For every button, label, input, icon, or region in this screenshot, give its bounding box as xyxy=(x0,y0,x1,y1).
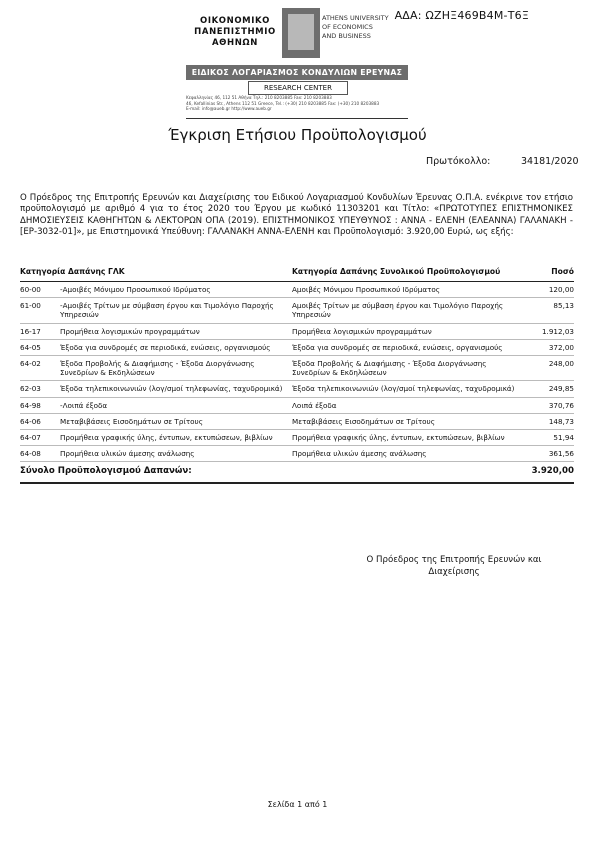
elke-banner: ΕΙΔΙΚΟΣ ΛΟΓΑΡΙΑΣΜΟΣ ΚΟΝΔΥΛΙΩΝ ΕΡΕΥΝΑΣ xyxy=(186,65,408,80)
row-code: 64-07 xyxy=(20,430,60,446)
table-header-row xyxy=(20,263,574,282)
row-glk-name: Προμήθεια λογισμικών προγραμμάτων xyxy=(60,323,292,339)
address-line: E-mail: info@aueb.gr http://www.aueb.gr xyxy=(186,106,272,111)
row-category: Έξοδα τηλεπικοινωνιών (λογ/σμοί τηλεφωνίας, ταχυδρομικά) xyxy=(292,381,518,397)
table-row xyxy=(20,282,574,298)
row-glk-name: Έξοδα για συνδρομές σε περιοδικά, ενώσεις, οργανισμούς xyxy=(60,339,292,355)
row-amount: 148,73 xyxy=(518,413,574,429)
table-row xyxy=(20,397,574,413)
row-code: 64-08 xyxy=(20,446,60,462)
row-category: Αμοιβές Τρίτων με σύμβαση έργου και Τιμολόγιο Παροχής Υπηρεσιών xyxy=(292,298,518,323)
letterhead-logo-area xyxy=(186,6,408,64)
row-amount: 85,13 xyxy=(518,298,574,323)
letterhead-divider xyxy=(186,118,408,119)
row-amount: 51,94 xyxy=(518,430,574,446)
research-center-label: RESEARCH CENTER xyxy=(248,81,348,95)
row-category: Προμήθεια λογισμικών προγραμμάτων xyxy=(292,323,518,339)
row-amount: 120,00 xyxy=(518,282,574,298)
ada-code: ΑΔΑ: ΩΖΗΞ469Β4Μ-Τ6Ξ xyxy=(394,9,529,22)
budget-table xyxy=(20,263,574,484)
glk-column-header: Κατηγορία Δαπάνης ΓΛΚ xyxy=(20,263,292,282)
row-glk-name: Έξοδα τηλεπικοινωνιών (λογ/σμοί τηλεφωνίας, ταχυδρομικά) xyxy=(60,381,292,397)
approval-paragraph: Ο Πρόεδρος της Επιτροπής Ερευνών και Διαχείρισης του Ειδικού Λογαριασμού Κονδυλίων Έρευνας Ο.Π.Α. ενέκρινε τον ετήσιο προϋπολογισμό με αριθμό 4 για το έτος 2020 του Έργου με κωδικό 11303201 και Τίτλο: «ΠΡΩΤΟΤΥΠΕΣ ΕΠΙΣΤΗΜΟΝΙΚΕΣ ΔΗΜΟΣΙΕΥΣΕΙΣ ΚΑΘΗΓΗΤΩΝ & ΛΕΚΤΟΡΩΝ ΟΠΑ (2019). ΕΠΙΣΤΗΜΟΝΙΚΟΣ ΥΠΕΥΘΥΝΟΣ : ΑΝΝΑ - ΕΛΕΝΗ (ΕΛΕΑΝΝΑ) ΓΑΛΑΝΑΚΗ - [ΕΡ-3032-01]», με Επιστημονικά Υπεύθυνη: ΓΑΛΑΝΑΚΗ ΑΝΝΑ-ΕΛΕΝΗ και Προϋπολογισμό: 3.920,00 Ευρώ, ως εξής: xyxy=(20,193,573,238)
amount-column-header: Ποσό xyxy=(518,263,574,282)
document-title: Έγκριση Ετήσιου Προϋπολογισμού xyxy=(168,126,427,144)
row-category: Λοιπά έξοδα xyxy=(292,397,518,413)
row-glk-name: -Αμοιβές Μόνιμου Προσωπικού Ιδρύματος xyxy=(60,282,292,298)
category-column-header: Κατηγορία Δαπάνης Συνολικού Προϋπολογισμού xyxy=(292,263,518,282)
total-row xyxy=(20,462,574,483)
row-category: Προμήθεια υλικών άμεσης ανάλωσης xyxy=(292,446,518,462)
row-code: 64-06 xyxy=(20,413,60,429)
row-category: Αμοιβές Μόνιμου Προσωπικού Ιδρύματος xyxy=(292,282,518,298)
protocol-value: 34181/2020 xyxy=(521,156,579,167)
table-row xyxy=(20,430,574,446)
university-emblem-icon xyxy=(282,8,320,58)
letterhead xyxy=(186,6,408,118)
university-line: ΑΘΗΝΩΝ xyxy=(212,38,258,48)
page-footer: Σελίδα 1 από 1 xyxy=(267,800,328,809)
table-row xyxy=(20,298,574,323)
row-amount: 361,56 xyxy=(518,446,574,462)
row-code: 64-05 xyxy=(20,339,60,355)
row-amount: 1.912,03 xyxy=(518,323,574,339)
row-glk-name: Μεταβιβάσεις Εισοδημάτων σε Τρίτους xyxy=(60,413,292,429)
row-category: Προμήθεια γραφικής ύλης, έντυπων, εκτυπώσεων, βιβλίων xyxy=(292,430,518,446)
university-name-greek xyxy=(190,16,280,49)
row-amount: 370,76 xyxy=(518,397,574,413)
row-glk-name: -Λοιπά έξοδα xyxy=(60,397,292,413)
university-line: ΠΑΝΕΠΙΣΤΗΜΙΟ xyxy=(194,27,276,37)
row-code: 64-02 xyxy=(20,356,60,381)
table-row xyxy=(20,356,574,381)
letterhead-address xyxy=(186,95,408,112)
row-category: Έξοδα Προβολής & Διαφήμισης - Έξοδα Διοργάνωσης Συνεδρίων & Εκδηλώσεων xyxy=(292,356,518,381)
address-line: Κεφαλληνίας 46, 112 51 Αθήνα Τηλ.: 210 8203885 Fax: 210 8203883 xyxy=(186,95,332,100)
protocol-label: Πρωτόκολλο: xyxy=(426,156,491,167)
row-amount: 248,00 xyxy=(518,356,574,381)
university-line: ΟΙΚΟΝΟΜΙΚΟ xyxy=(200,16,270,26)
row-category: Έξοδα για συνδρομές σε περιοδικά, ενώσεις, οργανισμούς xyxy=(292,339,518,355)
total-label: Σύνολο Προϋπολογισμού Δαπανών: xyxy=(20,462,518,483)
row-amount: 372,00 xyxy=(518,339,574,355)
row-amount: 249,85 xyxy=(518,381,574,397)
university-eng-line: AND BUSINESS xyxy=(322,32,371,40)
table-row xyxy=(20,323,574,339)
table-row xyxy=(20,446,574,462)
row-code: 64-98 xyxy=(20,397,60,413)
total-amount: 3.920,00 xyxy=(518,462,574,483)
table-row xyxy=(20,339,574,355)
row-code: 16-17 xyxy=(20,323,60,339)
row-glk-name: Προμήθεια υλικών άμεσης ανάλωσης xyxy=(60,446,292,462)
university-eng-line: ATHENS UNIVERSITY xyxy=(322,14,389,22)
table-row xyxy=(20,413,574,429)
row-code: 61-00 xyxy=(20,298,60,323)
university-name-english xyxy=(322,14,408,41)
row-code: 60-00 xyxy=(20,282,60,298)
row-glk-name: Προμήθεια γραφικής ύλης, έντυπων, εκτυπώσεων, βιβλίων xyxy=(60,430,292,446)
university-eng-line: OF ECONOMICS xyxy=(322,23,373,31)
address-line: 46, Kefallinias Str., Athens 112 51 Greece, Tel.: (+30) 210 8203885 Fax: (+30) 210 8203883 xyxy=(186,100,380,106)
row-code: 62-03 xyxy=(20,381,60,397)
row-glk-name: -Αμοιβές Τρίτων με σύμβαση έργου και Τιμολόγιο Παροχής Υπηρεσιών xyxy=(60,298,292,323)
signatory-block: Ο Πρόεδρος της Επιτροπής Ερευνών και Διαχείρισης xyxy=(366,555,542,577)
row-category: Μεταβιβάσεις Εισοδημάτων σε Τρίτους xyxy=(292,413,518,429)
table-row xyxy=(20,381,574,397)
row-glk-name: Έξοδα Προβολής & Διαφήμισης - Έξοδα Διοργάνωσης Συνεδρίων & Εκδηλώσεων xyxy=(60,356,292,381)
